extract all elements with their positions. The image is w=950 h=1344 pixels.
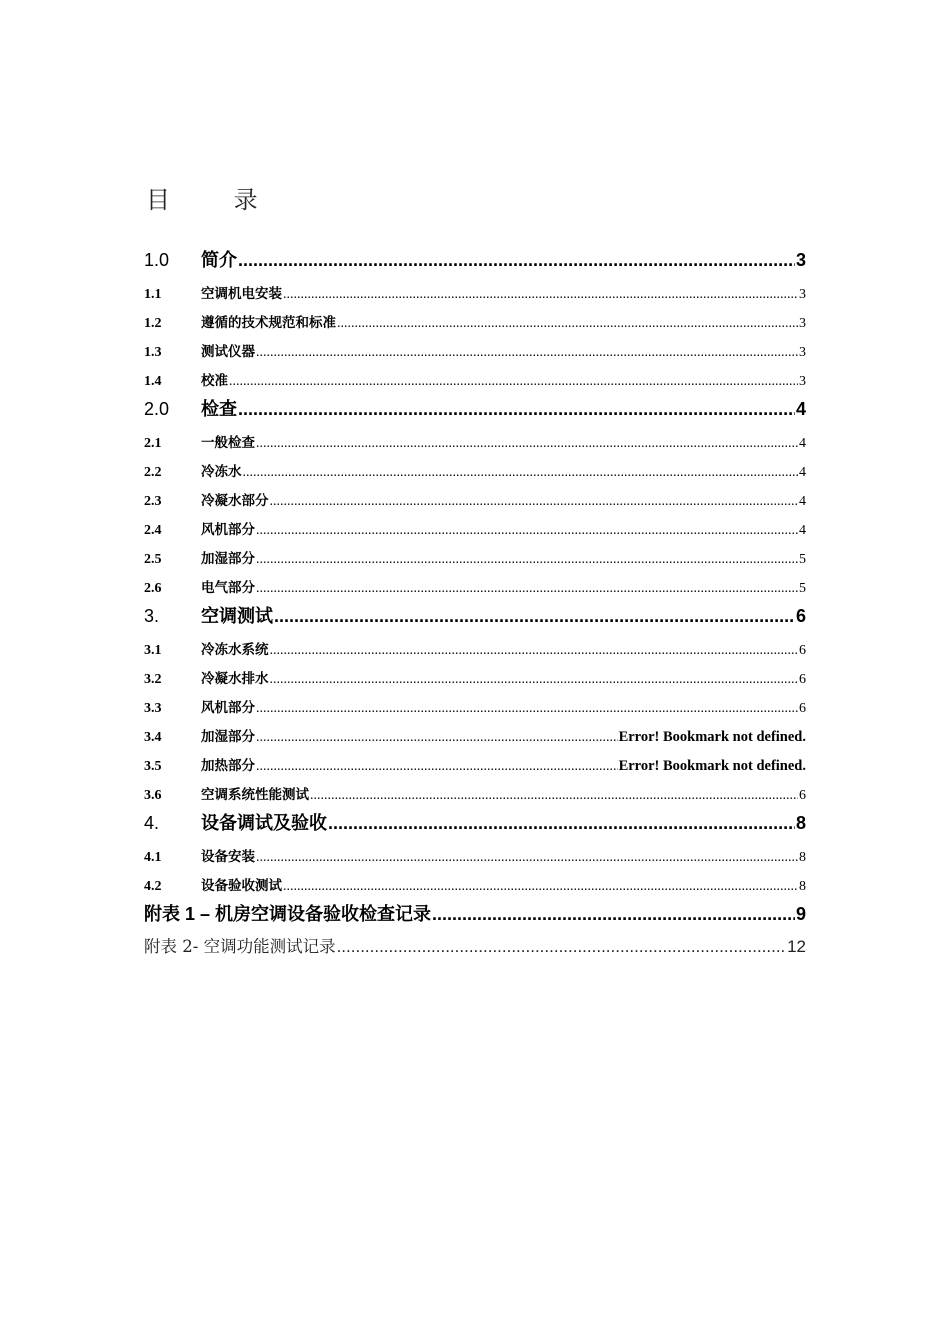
toc-entry-title: 加湿部分 — [201, 729, 255, 745]
toc-entry-number: 3.1 — [144, 643, 162, 658]
toc-entry-title: 简介 — [201, 250, 237, 270]
toc-leader-dots — [328, 813, 795, 834]
toc-entry-number: 2.3 — [144, 494, 162, 509]
toc-entry-page: 4 — [799, 436, 806, 451]
toc-leader-dots — [243, 465, 799, 481]
toc-heading: 目 录 — [146, 186, 286, 214]
toc-entry-page: 6 — [799, 788, 806, 803]
toc-entry-page: 12 — [787, 937, 806, 956]
toc-entry[interactable] — [144, 547, 806, 568]
toc-appendix-entry[interactable] — [144, 933, 806, 957]
toc-entry-page: 4 — [795, 399, 806, 419]
toc-entry-number: 4.1 — [144, 850, 162, 865]
toc-entry-title: 加热部分 — [201, 758, 255, 774]
toc-entry[interactable] — [144, 754, 806, 775]
toc-entry[interactable] — [144, 602, 806, 628]
toc-entry-title: 设备调试及验收 — [201, 813, 327, 833]
toc-entry[interactable] — [144, 667, 806, 688]
toc-entry[interactable] — [144, 783, 806, 804]
toc-leader-dots — [256, 759, 618, 775]
toc-entry[interactable] — [144, 845, 806, 866]
toc-leader-dots — [432, 904, 795, 925]
toc-entry[interactable] — [144, 282, 806, 303]
toc-entry[interactable] — [144, 460, 806, 481]
toc-entry-number: 2.4 — [144, 523, 162, 538]
toc-entry[interactable] — [144, 809, 806, 835]
toc-entry-number: 3.5 — [144, 759, 162, 774]
toc-entry-title: 冷冻水 — [201, 464, 242, 480]
toc-leader-dots — [238, 250, 795, 271]
toc-entry-page: 5 — [799, 552, 806, 567]
toc-entry-number: 2.2 — [144, 465, 162, 480]
toc-entry-page: 4 — [799, 494, 806, 509]
toc-entry-title: 空调机电安装 — [201, 286, 282, 302]
toc-entry-page: 8 — [799, 850, 806, 865]
toc-entry-title: 加湿部分 — [201, 551, 255, 567]
toc-entry-page: 6 — [799, 672, 806, 687]
toc-entry-title: 冷凝水排水 — [201, 671, 269, 687]
toc-entry-page: 4 — [799, 523, 806, 538]
toc-leader-dots — [274, 606, 795, 627]
toc-entry-page: 8 — [795, 813, 806, 833]
toc-leader-dots — [270, 672, 799, 688]
toc-entry-error: Error! Bookmark not defined. — [618, 758, 806, 774]
toc-entry[interactable] — [144, 638, 806, 659]
toc-entry[interactable] — [144, 696, 806, 717]
toc-entry-page: 3 — [799, 374, 806, 389]
toc-leader-dots — [270, 494, 799, 510]
toc-entry-number: 3. — [144, 606, 160, 626]
toc-entry[interactable] — [144, 246, 806, 272]
toc-entry-number: 1.2 — [144, 316, 162, 331]
toc-entry[interactable] — [144, 576, 806, 597]
toc-entry-title: 冷冻水系统 — [201, 642, 269, 658]
toc-leader-dots — [256, 523, 798, 539]
toc-entry-title: 设备验收测试 — [201, 878, 282, 894]
toc-entry-title: 风机部分 — [201, 700, 255, 716]
toc-appendix-title: 附表 2- 空调功能测试记录 — [144, 937, 336, 956]
toc-entry-number: 2.1 — [144, 436, 162, 451]
toc-entry[interactable] — [144, 874, 806, 895]
toc-entry[interactable] — [144, 489, 806, 510]
toc-entry-page: 3 — [795, 250, 806, 270]
toc-leader-dots — [256, 581, 798, 597]
toc-entry-title: 空调测试 — [201, 606, 273, 626]
toc-entry-number: 3.3 — [144, 701, 162, 716]
toc-entry-title: 空调系统性能测试 — [201, 787, 309, 803]
toc-entry-title: 遵循的技术规范和标准 — [201, 315, 336, 331]
toc-entry-title: 风机部分 — [201, 522, 255, 538]
toc-leader-dots — [283, 879, 798, 895]
toc-entry[interactable] — [144, 431, 806, 452]
toc-leader-dots — [238, 399, 795, 420]
toc-entry-page: 3 — [799, 345, 806, 360]
toc-entry-number: 2.0 — [144, 399, 170, 419]
toc-entry-number: 1.0 — [144, 250, 170, 270]
toc-entry-title: 一般检查 — [201, 435, 255, 451]
toc-entry-title: 检查 — [201, 399, 237, 419]
toc-entry-page: 6 — [799, 643, 806, 658]
toc-leader-dots — [337, 316, 798, 332]
toc-leader-dots — [283, 287, 798, 303]
toc-entry-number: 3.6 — [144, 788, 162, 803]
toc-entry[interactable] — [144, 725, 806, 746]
toc-appendix-title: 附表 1 – 机房空调设备验收检查记录 — [144, 904, 432, 924]
toc-leader-dots — [337, 937, 787, 957]
toc-leader-dots — [256, 730, 618, 746]
toc-leader-dots — [256, 850, 798, 866]
toc-entry[interactable] — [144, 395, 806, 421]
toc-entry-title: 电气部分 — [201, 580, 255, 596]
toc-entry-number: 3.2 — [144, 672, 162, 687]
toc-entry-title: 冷凝水部分 — [201, 493, 269, 509]
toc-leader-dots — [229, 374, 798, 390]
toc-leader-dots — [310, 788, 798, 804]
toc-leader-dots — [270, 643, 799, 659]
toc-entry-error: Error! Bookmark not defined. — [618, 729, 806, 745]
toc-entry-number: 1.3 — [144, 345, 162, 360]
toc-entry-number: 2.5 — [144, 552, 162, 567]
toc-leader-dots — [256, 552, 798, 568]
toc-entry-title: 校准 — [201, 373, 228, 389]
toc-entry-page: 4 — [799, 465, 806, 480]
toc-appendix-entry[interactable] — [144, 900, 806, 926]
toc-entry-page: 3 — [799, 287, 806, 302]
toc-entry-number: 2.6 — [144, 581, 162, 596]
toc-entry[interactable] — [144, 311, 806, 332]
toc-entry[interactable] — [144, 340, 806, 361]
toc-leader-dots — [256, 436, 798, 452]
toc-entry-page: 5 — [799, 581, 806, 596]
toc-entry-number: 4.2 — [144, 879, 162, 894]
toc-entry-number: 1.1 — [144, 287, 162, 302]
toc-entry-number: 1.4 — [144, 374, 162, 389]
toc-leader-dots — [256, 345, 798, 361]
toc-entry-title: 设备安装 — [201, 849, 255, 865]
toc-entry[interactable] — [144, 369, 806, 390]
toc-entry-page: 6 — [795, 606, 806, 626]
toc-leader-dots — [256, 701, 798, 717]
toc-entry-page: 9 — [795, 904, 806, 924]
toc-entry-title: 测试仪器 — [201, 344, 255, 360]
toc-entry-page: 3 — [799, 316, 806, 331]
toc-entry-page: 8 — [799, 879, 806, 894]
toc-entry-number: 3.4 — [144, 730, 162, 745]
toc-entry-page: 6 — [799, 701, 806, 716]
toc-entry-number: 4. — [144, 813, 160, 833]
toc-entry[interactable] — [144, 518, 806, 539]
